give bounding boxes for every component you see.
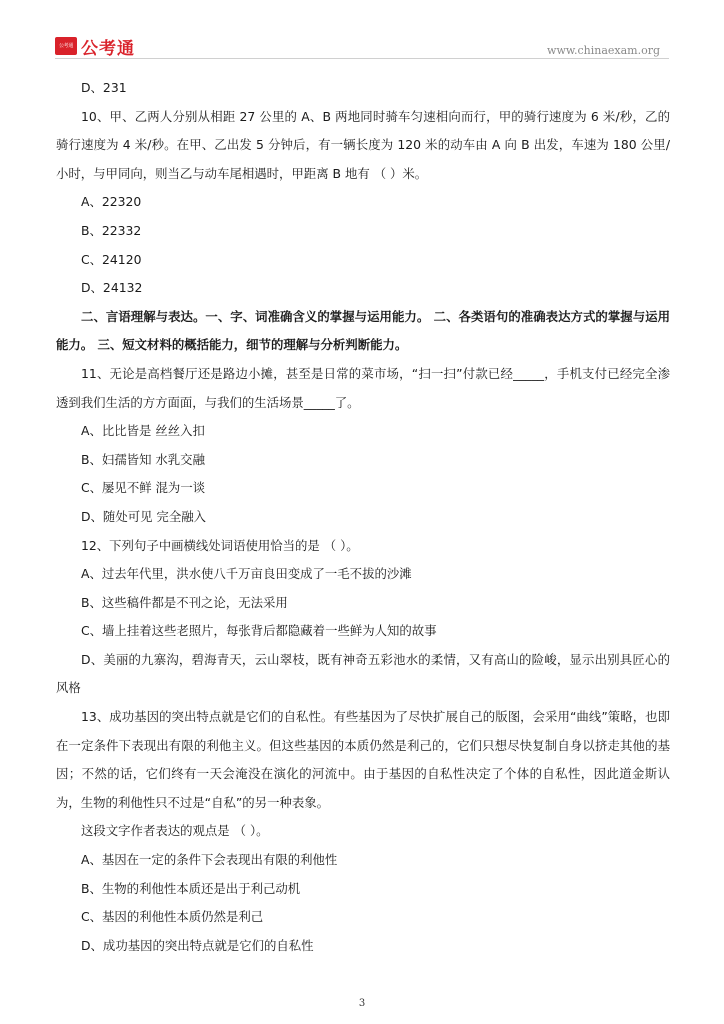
question-12-option-b: B、这些稿件都是不刊之论，无法采用 bbox=[81, 594, 288, 610]
question-13-option-a: A、基因在一定的条件下会表现出有限的利他性 bbox=[81, 852, 338, 868]
question-12-stem: 12、下列句子中画横线处词语使用恰当的是 （ ）。 bbox=[81, 537, 359, 553]
question-11-option-a: A、比比皆是 丝丝入扣 bbox=[81, 423, 205, 439]
question-13-option-c: C、基因的利他性本质仍然是利己 bbox=[81, 909, 264, 925]
question-10-option-d: D、24132 bbox=[81, 280, 143, 296]
question-12-option-c: C、墙上挂着这些老照片，每张背后都隐藏着一些鲜为人知的故事 bbox=[81, 623, 437, 639]
question-13-passage: 13、成功基因的突出特点就是它们的自私性。有些基因为了尽快扩展自己的版图，会采用“曲线”策略，也即在一定条件下表现出有限的利他主义。但这些基因的本质仍然是利己的，它们只想尽快复制自身以挤走其他的基因；不然的话，它们终有一天会淹没在演化的河流中。由于基因的自私性决定了个体的自私性，因此道金斯认为，生物的利他性只不过是“自私”的另一种表象。 bbox=[56, 709, 670, 810]
question-11-option-c: C、屡见不鲜 混为一谈 bbox=[81, 480, 206, 496]
header-divider bbox=[55, 58, 669, 59]
question-10-option-c: C、24120 bbox=[81, 251, 142, 267]
question-11-option-b: B、妇孺皆知 水乳交融 bbox=[81, 451, 205, 467]
question-12-option-d: D、美丽的九寨沟，碧海青天，云山翠枝，既有神奇五彩池水的柔情，又有高山的险峻，显示出别具匠心的风格 bbox=[56, 651, 670, 696]
brand-logo[interactable] bbox=[55, 36, 135, 59]
logo-badge-icon: 公考通 bbox=[55, 37, 77, 55]
question-13-prompt: 这段文字作者表达的观点是 （ ）。 bbox=[81, 823, 269, 839]
question-13-option-b: B、生物的利他性本质还是出于利己动机 bbox=[81, 880, 301, 896]
logo-text: 公考通 bbox=[81, 38, 135, 59]
question-10-stem: 10、甲、乙两人分别从相距 27 公里的 A、B 两地同时骑车匀速相向而行，甲的骑行速度为 6 米/秒，乙的骑行速度为 4 米/秒。在甲、乙出发 5 分钟后，有一辆长度为 120 米的动车由 A 向 B 出发，车速为 180 公里/小时，与甲同向，则当乙与动车尾相遇时，甲距离 B 地有 （ ）米。 bbox=[56, 108, 670, 181]
question-10-option-a: A、22320 bbox=[81, 194, 142, 210]
page-number: 3 bbox=[358, 998, 366, 1009]
section-heading: 二、言语理解与表达。一、字、词准确含义的掌握与运用能力。 二、各类语句的准确表达方式的掌握与运用能力。 三、短文材料的概括能力，细节的理解与分析判断能力。 bbox=[56, 308, 670, 353]
question-11-option-d: D、随处可见 完全融入 bbox=[81, 508, 206, 524]
question-11-stem: 11、无论是高档餐厅还是路边小摊，甚至是日常的菜市场，“扫一扫”付款已经_____，手机支付已经完全渗透到我们生活的方方面面，与我们的生活场景_____了。 bbox=[56, 365, 670, 410]
prev-question-option-d: D、231 bbox=[81, 80, 127, 95]
question-12-option-a: A、过去年代里，洪水使八千万亩良田变成了一毛不拔的沙滩 bbox=[81, 566, 412, 582]
question-13-option-d: D、成功基因的突出特点就是它们的自私性 bbox=[81, 937, 314, 953]
document-body bbox=[56, 74, 670, 960]
page-header bbox=[0, 0, 724, 62]
question-10-option-b: B、22332 bbox=[81, 222, 142, 238]
site-url[interactable]: www.chinaexam.org bbox=[547, 44, 660, 57]
